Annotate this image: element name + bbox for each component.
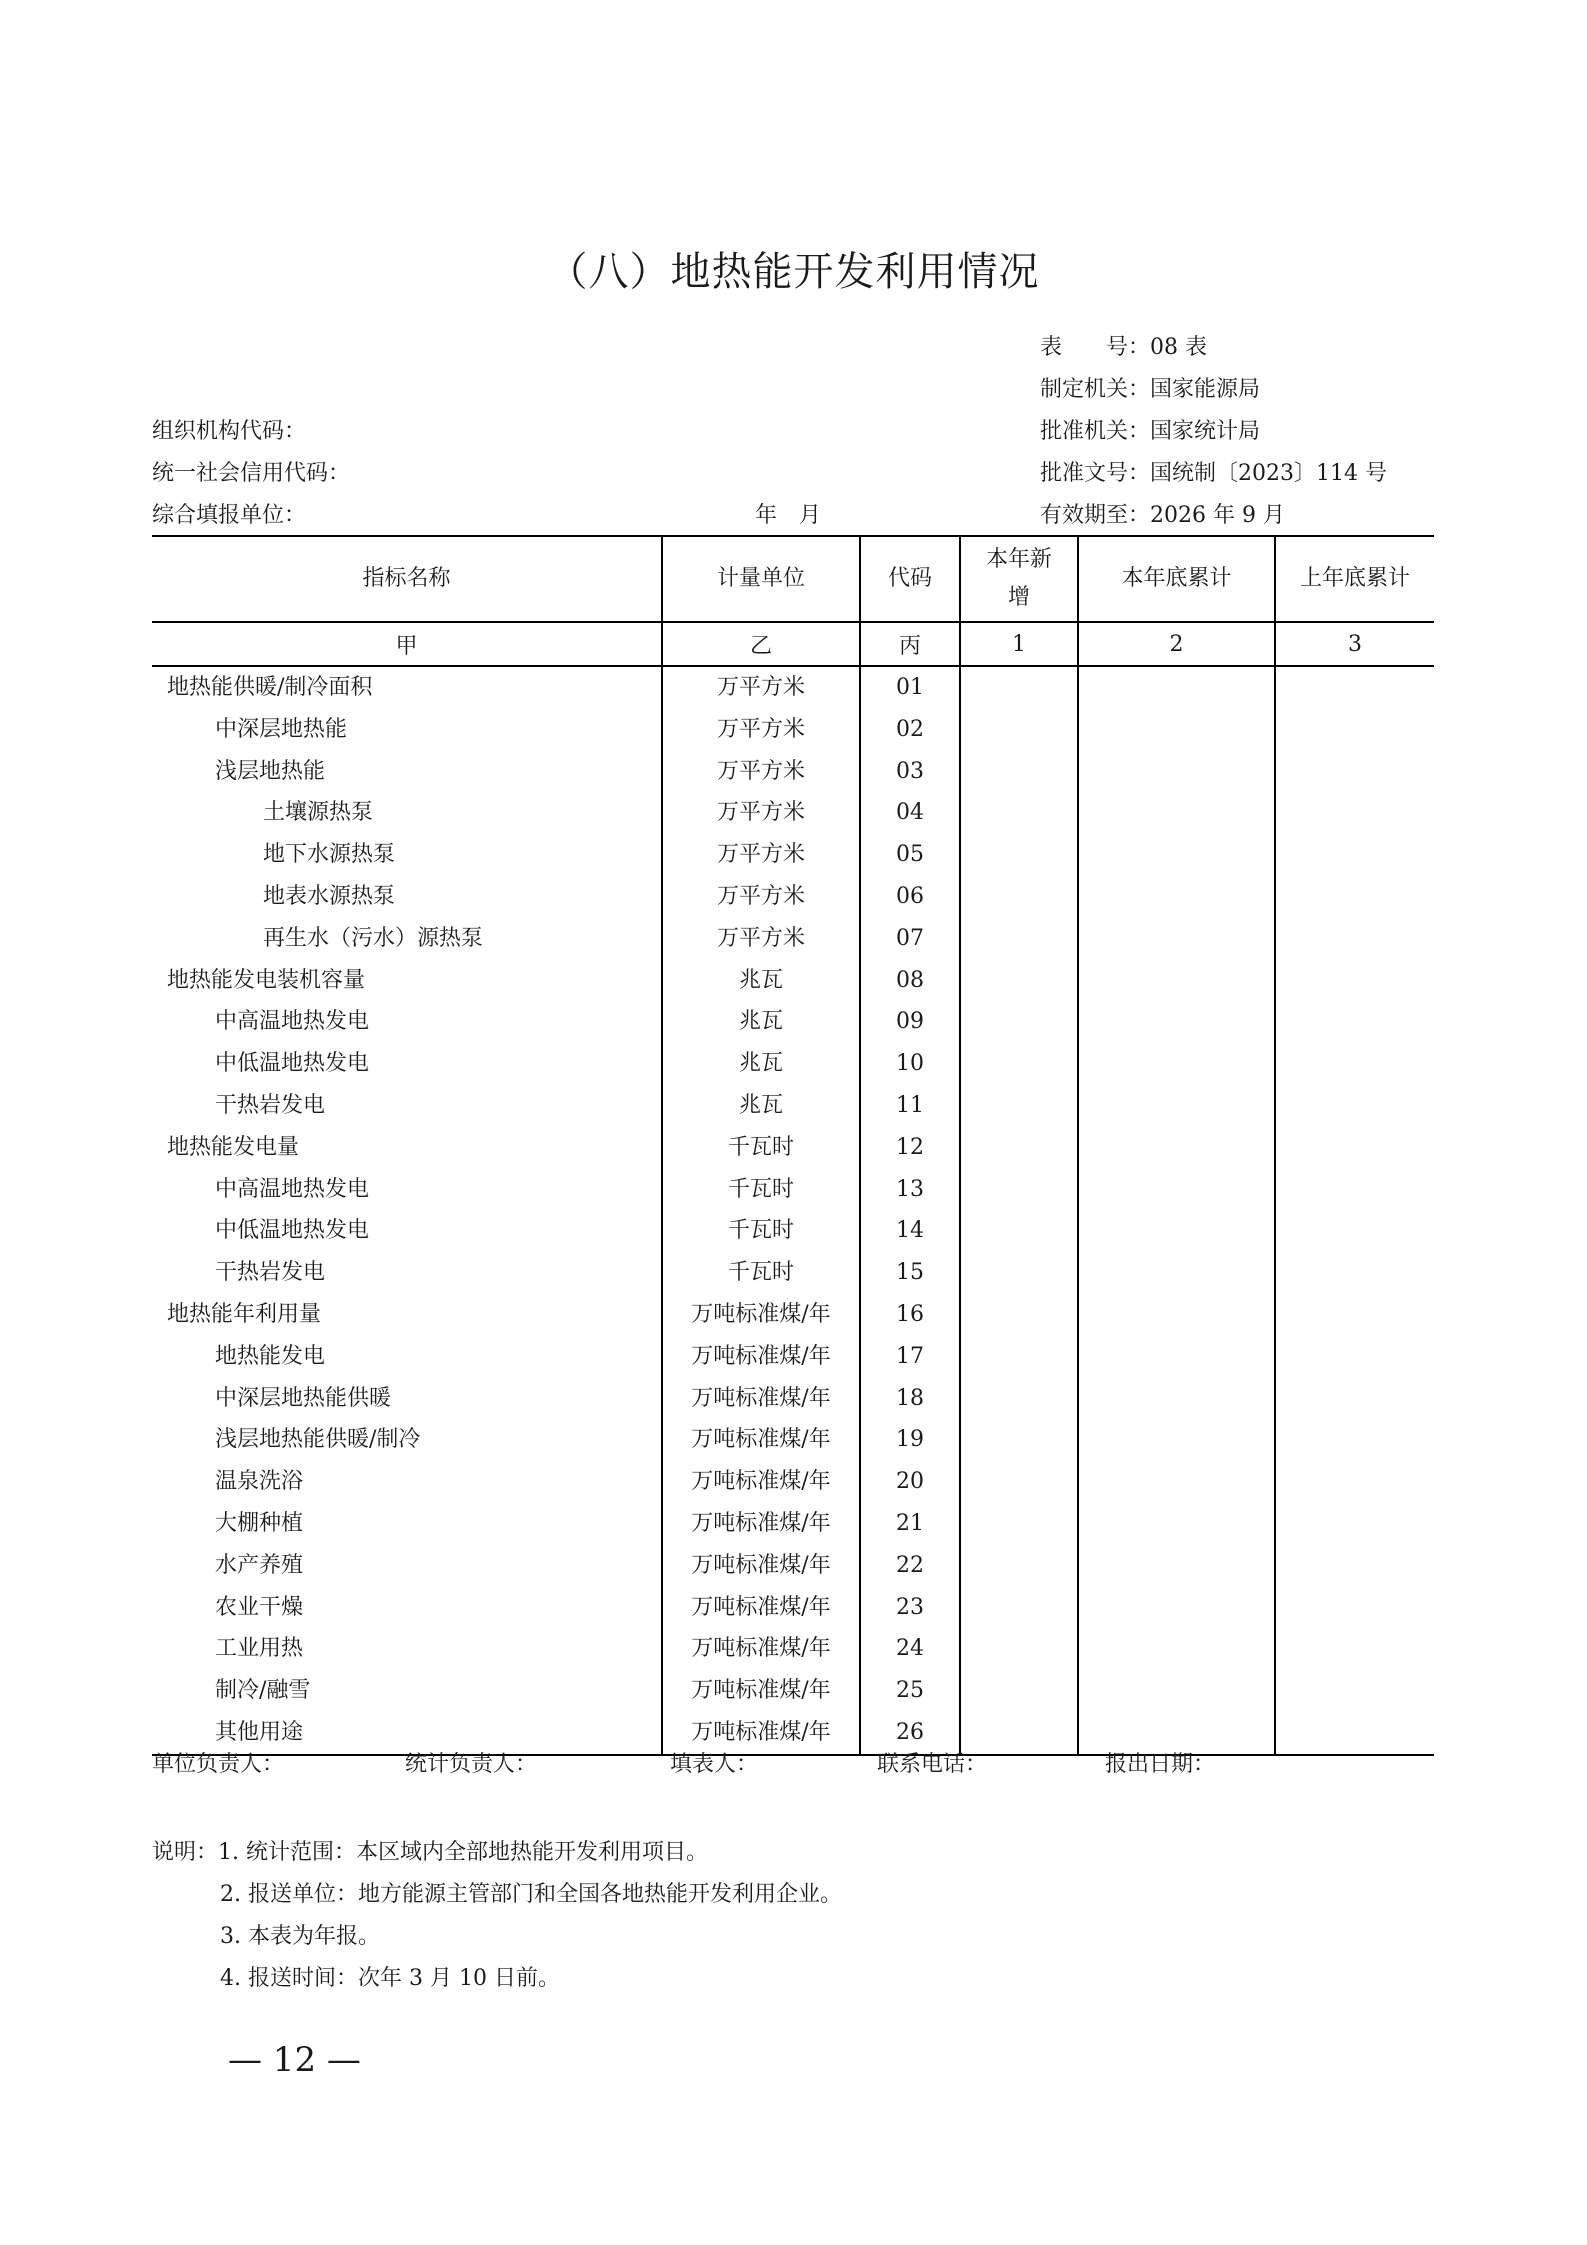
row-code: 10 [860, 1043, 960, 1085]
row-cum-this-value[interactable] [1078, 792, 1275, 834]
row-unit: 万吨标准煤/年 [662, 1587, 860, 1629]
row-cum-this-value[interactable] [1078, 709, 1275, 751]
stat-head-label: 统计负责人： [405, 1752, 538, 1777]
row-new-value[interactable] [960, 918, 1078, 960]
row-name: 土壤源热泵 [263, 800, 374, 826]
row-cum-last-value[interactable] [1275, 1461, 1434, 1503]
row-new-value[interactable] [960, 876, 1078, 918]
row-new-value[interactable] [960, 1127, 1078, 1169]
row-name: 地热能发电装机容量 [167, 967, 366, 993]
row-unit: 千瓦时 [662, 1169, 860, 1211]
table-row [152, 876, 1434, 918]
table-row [152, 1252, 1434, 1294]
page-number: — 12 — [228, 2040, 361, 2080]
table-row [152, 1503, 1434, 1545]
row-new-value[interactable] [960, 1670, 1078, 1712]
row-name: 农业干燥 [215, 1594, 304, 1620]
row-unit: 万吨标准煤/年 [662, 1378, 860, 1420]
header-new-this-year [960, 536, 1078, 622]
table-row [152, 918, 1434, 960]
row-unit: 万吨标准煤/年 [662, 1628, 860, 1670]
row-cum-last-value[interactable] [1275, 1169, 1434, 1211]
row-unit: 兆瓦 [662, 960, 860, 1002]
subheader-cell: 甲 [152, 622, 662, 666]
row-new-value[interactable] [960, 1378, 1078, 1420]
header-indicator-name: 指标名称 [152, 536, 662, 622]
page-title: （八）地热能开发利用情况 [547, 249, 1040, 295]
credit-code-label: 统一社会信用代码： [152, 461, 351, 486]
row-cum-last-value[interactable] [1275, 1670, 1434, 1712]
row-code: 26 [860, 1712, 960, 1755]
row-code: 15 [860, 1252, 960, 1294]
row-code: 25 [860, 1670, 960, 1712]
row-cum-last-value[interactable] [1275, 1085, 1434, 1127]
row-code: 14 [860, 1210, 960, 1252]
row-unit: 万平方米 [662, 876, 860, 918]
org-code-label: 组织机构代码： [152, 419, 307, 444]
row-cum-last-value[interactable] [1275, 1712, 1434, 1755]
row-name: 浅层地热能 [215, 758, 326, 784]
row-cum-this-value[interactable] [1078, 1001, 1275, 1043]
filler-label: 填表人： [670, 1752, 759, 1777]
row-cum-last-value[interactable] [1275, 709, 1434, 751]
row-new-value[interactable] [960, 709, 1078, 751]
row-cum-last-value[interactable] [1275, 960, 1434, 1002]
table-row [152, 709, 1434, 751]
table-row [152, 1336, 1434, 1378]
row-cum-this-value[interactable] [1078, 1210, 1275, 1252]
row-code: 19 [860, 1419, 960, 1461]
row-new-value[interactable] [960, 666, 1078, 709]
unit-head-label: 单位负责人： [152, 1752, 285, 1777]
row-cum-this-value[interactable] [1078, 1419, 1275, 1461]
row-cum-this-value[interactable] [1078, 960, 1275, 1002]
row-cum-this-value[interactable] [1078, 751, 1275, 793]
table-row [152, 1419, 1434, 1461]
row-cum-last-value[interactable] [1275, 1043, 1434, 1085]
table-row [152, 1210, 1434, 1252]
row-code: 12 [860, 1127, 960, 1169]
note-line: 4. 报送时间：次年 3 月 10 日前。 [220, 1966, 560, 1991]
row-new-value[interactable] [960, 1461, 1078, 1503]
table-row [152, 1628, 1434, 1670]
row-code: 02 [860, 709, 960, 751]
row-name: 地热能年利用量 [167, 1301, 322, 1327]
row-new-value[interactable] [960, 1001, 1078, 1043]
row-code: 04 [860, 792, 960, 834]
row-name: 制冷/融雪 [215, 1678, 311, 1704]
table-row [152, 1043, 1434, 1085]
row-cum-this-value[interactable] [1078, 1670, 1275, 1712]
row-cum-this-value[interactable] [1078, 1628, 1275, 1670]
header-cumulative-this-year: 本年底累计 [1078, 536, 1275, 622]
row-unit: 千瓦时 [662, 1210, 860, 1252]
valid-until [1040, 495, 1285, 537]
row-unit: 兆瓦 [662, 1085, 860, 1127]
row-unit: 万平方米 [662, 709, 860, 751]
row-unit: 兆瓦 [662, 1043, 860, 1085]
approval-number-label: 批准文号： [1040, 461, 1151, 486]
row-cum-this-value[interactable] [1078, 1503, 1275, 1545]
row-name: 中深层地热能 [215, 716, 348, 742]
row-code: 20 [860, 1461, 960, 1503]
row-code: 08 [860, 960, 960, 1002]
row-code: 17 [860, 1336, 960, 1378]
row-unit: 万吨标准煤/年 [662, 1419, 860, 1461]
table-row [152, 1587, 1434, 1629]
row-new-value[interactable] [960, 1587, 1078, 1629]
form-number [1040, 327, 1207, 369]
row-cum-this-value[interactable] [1078, 1461, 1275, 1503]
row-cum-last-value[interactable] [1275, 918, 1434, 960]
geothermal-table [152, 535, 1434, 1756]
phone-label: 联系电话： [877, 1752, 988, 1777]
row-unit: 万吨标准煤/年 [662, 1503, 860, 1545]
row-name: 工业用热 [215, 1636, 304, 1662]
approving-authority-label: 批准机关： [1040, 419, 1151, 444]
table-row [152, 1169, 1434, 1211]
subheader-cell: 1 [960, 622, 1078, 666]
table-row [152, 1461, 1434, 1503]
table-subheader-row [152, 622, 1434, 666]
table-row [152, 1378, 1434, 1420]
header-new-line1: 本年新 [985, 547, 1052, 572]
subheader-cell: 丙 [860, 622, 960, 666]
row-code: 21 [860, 1503, 960, 1545]
row-new-value[interactable] [960, 1210, 1078, 1252]
row-code: 23 [860, 1587, 960, 1629]
issuing-authority [1040, 369, 1260, 411]
subheader-cell: 乙 [662, 622, 860, 666]
row-name: 温泉洗浴 [215, 1469, 304, 1495]
row-unit: 万吨标准煤/年 [662, 1545, 860, 1587]
report-date-label: 报出日期： [1105, 1752, 1216, 1777]
row-cum-this-value[interactable] [1078, 1169, 1275, 1211]
row-new-value[interactable] [960, 1043, 1078, 1085]
row-name: 中高温地热发电 [215, 1176, 370, 1202]
row-new-value[interactable] [960, 1545, 1078, 1587]
row-name: 中高温地热发电 [215, 1009, 370, 1035]
row-cum-this-value[interactable] [1078, 918, 1275, 960]
table-row [152, 1545, 1434, 1587]
row-new-value[interactable] [960, 751, 1078, 793]
row-unit: 万吨标准煤/年 [662, 1336, 860, 1378]
row-name: 干热岩发电 [215, 1092, 326, 1118]
table-row [152, 1670, 1434, 1712]
row-code: 06 [860, 876, 960, 918]
row-cum-last-value[interactable] [1275, 1252, 1434, 1294]
row-unit: 万吨标准煤/年 [662, 1461, 860, 1503]
table-row [152, 1294, 1434, 1336]
valid-until-label: 有效期至： [1040, 503, 1151, 528]
table-row [152, 1127, 1434, 1169]
row-code: 07 [860, 918, 960, 960]
row-cum-this-value[interactable] [1078, 1043, 1275, 1085]
table-row [152, 666, 1434, 709]
header-code: 代码 [860, 536, 960, 622]
row-cum-last-value[interactable] [1275, 666, 1434, 709]
row-new-value[interactable] [960, 1252, 1078, 1294]
row-new-value[interactable] [960, 792, 1078, 834]
row-unit: 兆瓦 [662, 1001, 860, 1043]
row-code: 03 [860, 751, 960, 793]
year-month-label: 年 月 [755, 503, 822, 528]
row-cum-last-value[interactable] [1275, 1378, 1434, 1420]
row-cum-this-value[interactable] [1078, 1127, 1275, 1169]
row-new-value[interactable] [960, 1294, 1078, 1336]
note-line: 说明：1. 统计范围：本区域内全部地热能开发利用项目。 [152, 1840, 708, 1865]
row-cum-last-value[interactable] [1275, 1210, 1434, 1252]
row-cum-last-value[interactable] [1275, 1294, 1434, 1336]
row-new-value[interactable] [960, 1085, 1078, 1127]
row-cum-last-value[interactable] [1275, 1628, 1434, 1670]
row-cum-last-value[interactable] [1275, 834, 1434, 876]
table-row [152, 1085, 1434, 1127]
row-cum-last-value[interactable] [1275, 1336, 1434, 1378]
row-new-value[interactable] [960, 834, 1078, 876]
row-cum-last-value[interactable] [1275, 1503, 1434, 1545]
row-cum-this-value[interactable] [1078, 1587, 1275, 1629]
approval-number [1040, 453, 1387, 495]
table-body [152, 666, 1434, 1755]
row-cum-this-value[interactable] [1078, 1336, 1275, 1378]
approving-authority-value: 国家统计局 [1150, 419, 1261, 444]
approval-number-value: 国统制〔2023〕114 号 [1150, 461, 1387, 486]
row-name: 地表水源热泵 [263, 883, 396, 909]
note-line: 2. 报送单位：地方能源主管部门和全国各地热能开发利用企业。 [220, 1882, 842, 1907]
row-cum-last-value[interactable] [1275, 1545, 1434, 1587]
row-new-value[interactable] [960, 1628, 1078, 1670]
row-unit: 万吨标准煤/年 [662, 1294, 860, 1336]
row-code: 13 [860, 1169, 960, 1211]
row-name: 地热能发电量 [167, 1134, 300, 1160]
issuing-authority-label: 制定机关： [1040, 377, 1151, 402]
row-name: 中深层地热能供暖 [215, 1385, 392, 1411]
row-code: 05 [860, 834, 960, 876]
row-unit: 万平方米 [662, 918, 860, 960]
subheader-cell: 3 [1275, 622, 1434, 666]
row-new-value[interactable] [960, 960, 1078, 1002]
notes [152, 1832, 842, 2000]
row-unit: 万吨标准煤/年 [662, 1712, 860, 1755]
row-unit: 万平方米 [662, 666, 860, 709]
header-unit: 计量单位 [662, 536, 860, 622]
row-cum-last-value[interactable] [1275, 876, 1434, 918]
row-cum-this-value[interactable] [1078, 1085, 1275, 1127]
row-name: 中低温地热发电 [215, 1051, 370, 1077]
form-number-value: 08 表 [1150, 335, 1208, 360]
row-cum-last-value[interactable] [1275, 1419, 1434, 1461]
row-unit: 万平方米 [662, 834, 860, 876]
row-cum-last-value[interactable] [1275, 751, 1434, 793]
row-name: 再生水（污水）源热泵 [263, 925, 484, 951]
row-name: 水产养殖 [215, 1552, 304, 1578]
row-name: 其他用途 [152, 1712, 662, 1755]
row-cum-last-value[interactable] [1275, 792, 1434, 834]
row-unit: 万吨标准煤/年 [662, 1670, 860, 1712]
row-unit: 万平方米 [662, 792, 860, 834]
table-row [152, 1712, 1434, 1755]
table-row [152, 834, 1434, 876]
row-code: 18 [860, 1378, 960, 1420]
header-new-line2: 增 [1007, 585, 1030, 610]
table-row [152, 1001, 1434, 1043]
row-code: 01 [860, 666, 960, 709]
row-name: 地热能供暖/制冷面积 [167, 675, 373, 700]
row-name: 干热岩发电 [215, 1260, 326, 1286]
table-row [152, 960, 1434, 1002]
row-unit: 千瓦时 [662, 1252, 860, 1294]
row-cum-this-value[interactable] [1078, 1378, 1275, 1420]
valid-until-value: 2026 年 9 月 [1150, 503, 1285, 528]
row-code: 24 [860, 1628, 960, 1670]
row-code: 11 [860, 1085, 960, 1127]
header-cumulative-last-year: 上年底累计 [1275, 536, 1434, 622]
row-code: 22 [860, 1545, 960, 1587]
row-cum-this-value[interactable] [1078, 1545, 1275, 1587]
row-cum-this-value[interactable] [1078, 1294, 1275, 1336]
issuing-authority-value: 国家能源局 [1150, 377, 1261, 402]
row-name: 大棚种植 [215, 1510, 304, 1536]
row-code: 16 [860, 1294, 960, 1336]
row-name: 浅层地热能供暖/制冷 [215, 1427, 421, 1453]
row-new-value[interactable] [960, 1169, 1078, 1211]
row-cum-this-value[interactable] [1078, 834, 1275, 876]
reporting-unit-label: 综合填报单位： [152, 503, 307, 528]
row-name: 地下水源热泵 [263, 842, 396, 868]
row-cum-last-value[interactable] [1275, 1127, 1434, 1169]
row-unit: 千瓦时 [662, 1127, 860, 1169]
row-new-value[interactable] [960, 1503, 1078, 1545]
row-name: 中低温地热发电 [215, 1218, 370, 1244]
row-code: 09 [860, 1001, 960, 1043]
table-row [152, 751, 1434, 793]
row-cum-this-value[interactable] [1078, 666, 1275, 709]
row-name: 地热能发电 [215, 1343, 326, 1369]
row-new-value[interactable] [960, 1336, 1078, 1378]
row-new-value[interactable] [960, 1419, 1078, 1461]
table-row [152, 792, 1434, 834]
form-number-label: 表 号： [1040, 335, 1151, 360]
row-cum-last-value[interactable] [1275, 1587, 1434, 1629]
table-header-row [152, 536, 1434, 622]
row-unit: 万平方米 [662, 751, 860, 793]
row-cum-last-value[interactable] [1275, 1001, 1434, 1043]
approving-authority [1040, 411, 1260, 453]
row-cum-this-value[interactable] [1078, 1252, 1275, 1294]
note-line: 3. 本表为年报。 [220, 1924, 380, 1949]
subheader-cell: 2 [1078, 622, 1275, 666]
row-cum-this-value[interactable] [1078, 876, 1275, 918]
